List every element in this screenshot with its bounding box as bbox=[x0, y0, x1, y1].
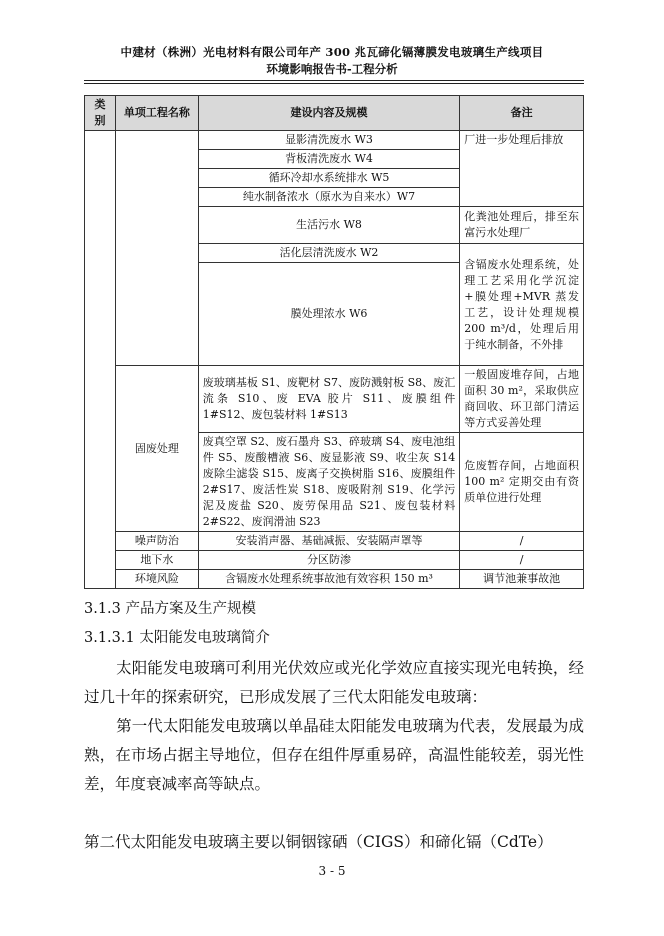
header-rule bbox=[84, 80, 584, 81]
paragraph: 第二代太阳能发电玻璃主要以铜铟镓硒（CIGS）和碲化镉（CdTe） bbox=[84, 833, 553, 851]
table-cell: 分区防渗 bbox=[198, 551, 459, 570]
col-project-name: 单项工程名称 bbox=[115, 96, 198, 131]
subsection-heading: 3.1.3.1 太阳能发电玻璃简介 bbox=[84, 630, 270, 646]
page-number: 3 - 5 bbox=[318, 864, 346, 878]
section-heading: 3.1.3 产品方案及生产规模 bbox=[84, 601, 257, 617]
table-row bbox=[85, 570, 584, 589]
wastewater-name-cell bbox=[115, 131, 198, 366]
header-subtitle: 环境影响报告书-工程分析 bbox=[266, 62, 398, 76]
table-cell: 含镉废水处理系统事故池有效容积 150 m³ bbox=[198, 570, 459, 589]
table-cell: 循环冷却水系统排水 W5 bbox=[198, 169, 459, 188]
col-note: 备注 bbox=[460, 96, 584, 131]
table-cell: / bbox=[460, 532, 584, 551]
table-cell: 背板清洗废水 W4 bbox=[198, 150, 459, 169]
table-row bbox=[85, 551, 584, 570]
page-header bbox=[0, 44, 664, 78]
project-table bbox=[84, 95, 584, 589]
table-cell: 安装消声器、基础减振、安装隔声罩等 bbox=[198, 532, 459, 551]
table-cell: 废真空罩 S2、废石墨舟 S3、碎玻璃 S4、废电池组件 S5、废酸槽液 S6、废显影液 S9、收尘灰 S14 废除尘滤袋 S15、废离子交换树脂 S16、废膜组件 2#S17、废活性炭 S18、废吸附剂 S19、化学污泥及废盐 S20、废劳保用品 S21、废包装材料 2#S22、废润滑油 S23 bbox=[198, 433, 459, 532]
table-cell: 一般固废堆存间，占地面积 30 m²，采取供应商回收、环卫部门清运等方式妥善处理 bbox=[460, 366, 584, 433]
col-category: 类别 bbox=[85, 96, 116, 131]
table-cell: 废玻璃基板 S1、废靶材 S7、废防溅射板 S8、废汇流条 S10、废 EVA 胶片 S11、废膜组件 1#S12、废包装材料 1#S13 bbox=[198, 366, 459, 433]
table-cell: 地下水 bbox=[115, 551, 198, 570]
col-content: 建设内容及规模 bbox=[198, 96, 459, 131]
table-cell: 生活污水 W8 bbox=[198, 207, 459, 244]
paragraph: 第一代太阳能发电玻璃以单晶硅太阳能发电玻璃为代表，发展最为成熟，在市场占据主导地位，但存在组件厚重易碎，高温性能较差，弱光性差，年度衰减率高等缺点。 bbox=[84, 717, 584, 793]
header-title: 中建材（株洲）光电材料有限公司年产 300 兆瓦碲化镉薄膜发电玻璃生产线项目 bbox=[120, 45, 544, 59]
table-cell: 厂进一步处理后排放 bbox=[460, 131, 584, 207]
table-cell: 调节池兼事故池 bbox=[460, 570, 584, 589]
table-cell: / bbox=[460, 551, 584, 570]
table-cell: 噪声防治 bbox=[115, 532, 198, 551]
table-cell: 含镉废水处理系统，处理工艺采用化学沉淀+膜处理+MVR 蒸发工艺，设计处理规模 200 m³/d，处理后用于纯水制备，不外排 bbox=[460, 244, 584, 366]
table-cell: 环境风险 bbox=[115, 570, 198, 589]
table-cell: 化粪池处理后，排至东富污水处理厂 bbox=[460, 207, 584, 244]
table-cell: 显影清洗废水 W3 bbox=[198, 131, 459, 150]
table-cell: 活化层清洗废水 W2 bbox=[198, 244, 459, 263]
table-header-row bbox=[85, 96, 584, 131]
table-cell: 危废暂存间，占地面积 100 m² 定期交由有资质单位进行处理 bbox=[460, 433, 584, 532]
category-cell bbox=[85, 131, 116, 589]
table-cell: 膜处理浓水 W6 bbox=[198, 263, 459, 366]
table-row bbox=[85, 532, 584, 551]
header-rule-thin bbox=[84, 83, 584, 84]
table-row bbox=[85, 366, 584, 433]
paragraph: 太阳能发电玻璃可利用光伏效应或光化学效应直接实现光电转换，经过几十年的探索研究，已形成发展了三代太阳能发电玻璃： bbox=[84, 659, 584, 706]
table-cell: 纯水制备浓水（原水为自来水）W7 bbox=[198, 188, 459, 207]
table-cell: 固废处理 bbox=[115, 366, 198, 532]
table-row bbox=[85, 131, 584, 150]
